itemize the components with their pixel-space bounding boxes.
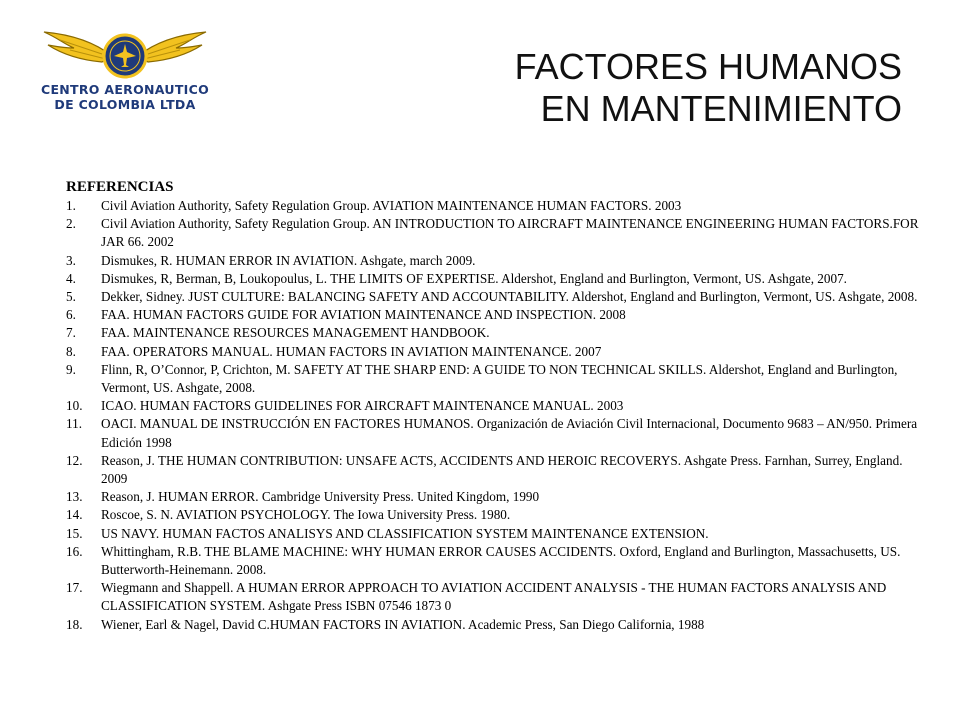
- reference-item: [66, 306, 926, 324]
- reference-item: [66, 506, 926, 524]
- reference-item: [66, 616, 926, 634]
- reference-number: 6.: [66, 307, 76, 323]
- reference-number: 2.: [66, 216, 76, 232]
- reference-number: 5.: [66, 289, 76, 305]
- reference-item: [66, 343, 926, 361]
- reference-text: Flinn, R, O’Connor, P, Crichton, M. SAFETY AT THE SHARP END: A GUIDE TO NON TECHNICAL SKILLS. Aldershot, England and Burlington, Vermont, US. Ashgate, 2008.: [101, 361, 898, 396]
- reference-text: Wiegmann and Shappell. A HUMAN ERROR APPROACH TO AVIATION ACCIDENT ANALYSIS - THE HUMAN FACTORS ANALYSIS AND CLASSIFICATION SYSTEM. Ashgate Press ISBN 07546 1873 0: [101, 580, 887, 614]
- reference-number: 9.: [66, 361, 76, 377]
- references-section: [66, 178, 926, 634]
- logo-text-line2: DE COLOMBIA LTDA: [54, 97, 196, 112]
- reference-item: [66, 324, 926, 342]
- reference-text: Reason, J. HUMAN ERROR. Cambridge University Press. United Kingdom, 1990: [101, 489, 540, 505]
- reference-text: US NAVY. HUMAN FACTOS ANALISYS AND CLASSIFICATION SYSTEM MAINTENANCE EXTENSION.: [101, 525, 709, 541]
- logo-text-line1: CENTRO AERONAUTICO: [40, 82, 210, 97]
- reference-item: [66, 452, 926, 488]
- reference-text: Dismukes, R, Berman, B, Loukopoulus, L. THE LIMITS OF EXPERTISE. Aldershot, England and Burlington, Vermont, US. Ashgate, 2007.: [101, 270, 847, 286]
- reference-item: [66, 488, 926, 506]
- reference-number: 12.: [66, 452, 83, 468]
- reference-text: FAA. MAINTENANCE RESOURCES MANAGEMENT HANDBOOK.: [101, 325, 490, 341]
- reference-text: Civil Aviation Authority, Safety Regulation Group. AN INTRODUCTION TO AIRCRAFT MAINTENANCE ENGINEERING HUMAN FACTORS.FOR JAR 66. 2002: [101, 216, 919, 250]
- reference-number: 16.: [66, 543, 83, 559]
- reference-number: 18.: [66, 616, 83, 632]
- reference-number: 11.: [66, 416, 82, 432]
- reference-item: [66, 270, 926, 288]
- reference-item: [66, 215, 926, 251]
- reference-text: FAA. HUMAN FACTORS GUIDE FOR AVIATION MAINTENANCE AND INSPECTION. 2008: [101, 307, 626, 323]
- reference-text: Roscoe, S. N. AVIATION PSYCHOLOGY. The Iowa University Press. 1980.: [101, 507, 511, 523]
- reference-number: 7.: [66, 325, 76, 341]
- reference-text: Dekker, Sidney. JUST CULTURE: BALANCING SAFETY AND ACCOUNTABILITY. Aldershot, England and Burlington, Vermont, US. Ashgate, 2008.: [101, 289, 918, 305]
- reference-text: Wiener, Earl & Nagel, David C.HUMAN FACTORS IN AVIATION. Academic Press, San Diego California, 1988: [101, 616, 705, 632]
- reference-number: 13.: [66, 489, 83, 505]
- reference-item: [66, 197, 926, 215]
- reference-text: Whittingham, R.B. THE BLAME MACHINE: WHY HUMAN ERROR CAUSES ACCIDENTS. Oxford, England and Burlington, Massachusetts, US. Butterworth-Heinemann. 2008.: [101, 543, 901, 578]
- reference-item: [66, 543, 926, 579]
- reference-number: 1.: [66, 198, 76, 213]
- reference-text: Reason, J. THE HUMAN CONTRIBUTION: UNSAFE ACTS, ACCIDENTS AND HEROIC RECOVERYS. Ashgate Press. Farnhan, Surrey, England. 2009: [101, 452, 903, 487]
- reference-item: [66, 252, 926, 270]
- reference-number: 3.: [66, 252, 76, 268]
- reference-number: 17.: [66, 580, 83, 596]
- reference-item: [66, 361, 926, 397]
- references-list: [66, 197, 926, 634]
- reference-number: 15.: [66, 525, 83, 541]
- reference-text: OACI. MANUAL DE INSTRUCCIÓN EN FACTORES HUMANOS. Organización de Aviación Civil Internacional, Documento 9683 – AN/950. Primera Edición 1998: [101, 416, 918, 450]
- company-logo: [40, 28, 210, 128]
- title-line1: FACTORES HUMANOS: [514, 46, 902, 87]
- reference-item: [66, 397, 926, 415]
- title-line2: EN MANTENIMIENTO: [540, 88, 902, 129]
- reference-text: FAA. OPERATORS MANUAL. HUMAN FACTORS IN AVIATION MAINTENANCE. 2007: [101, 343, 602, 359]
- reference-text: Civil Aviation Authority, Safety Regulation Group. AVIATION MAINTENANCE HUMAN FACTORS. 2003: [101, 198, 682, 213]
- reference-item: [66, 288, 926, 306]
- page-title: [515, 46, 902, 130]
- references-heading: REFERENCIAS: [66, 179, 174, 195]
- reference-item: [66, 525, 926, 543]
- reference-number: 8.: [66, 343, 76, 359]
- wings-emblem-icon: [40, 28, 210, 84]
- reference-text: ICAO. HUMAN FACTORS GUIDELINES FOR AIRCRAFT MAINTENANCE MANUAL. 2003: [101, 398, 624, 414]
- reference-text: Dismukes, R. HUMAN ERROR IN AVIATION. Ashgate, march 2009.: [101, 252, 476, 268]
- reference-number: 10.: [66, 398, 83, 414]
- reference-number: 4.: [66, 270, 76, 286]
- reference-item: [66, 415, 926, 451]
- reference-number: 14.: [66, 507, 83, 523]
- reference-item: [66, 579, 926, 615]
